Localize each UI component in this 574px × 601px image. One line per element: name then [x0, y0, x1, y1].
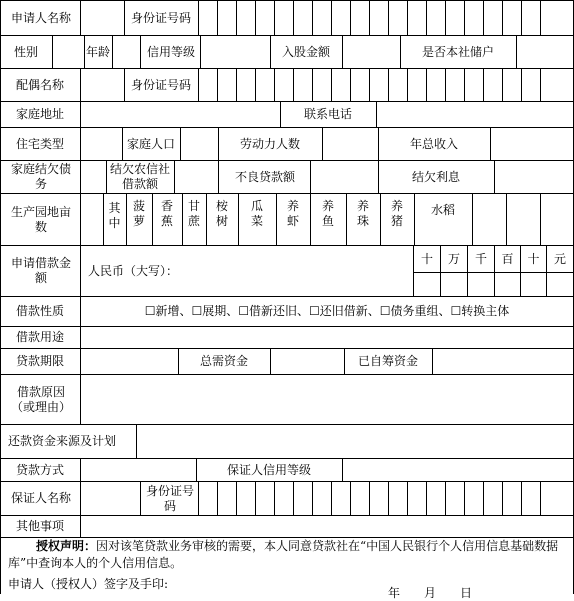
- rule: [198, 481, 199, 515]
- crop-label: 菠萝: [132, 199, 145, 228]
- bad-loan-label: 不良贷款额: [234, 169, 295, 184]
- loan-nature-label: 借款性质: [15, 304, 64, 318]
- rule: [236, 481, 237, 515]
- digit-label: 千: [474, 252, 487, 266]
- rule: [388, 0, 389, 35]
- is-member-label: 是否本社储户: [421, 44, 494, 59]
- rule: [540, 193, 541, 245]
- rule: [182, 193, 183, 245]
- rule: [274, 68, 275, 101]
- rule: [206, 193, 207, 245]
- rule: [350, 68, 351, 101]
- rule: [80, 374, 81, 424]
- declaration-title: 授权声明：: [36, 539, 97, 553]
- rule: [255, 481, 256, 515]
- rule: [472, 193, 473, 245]
- guarantor-name-label: 保证人名称: [10, 491, 71, 505]
- crop-label: 养珠: [356, 199, 369, 228]
- rule: [122, 127, 123, 160]
- rule: [369, 68, 370, 101]
- loan-nature-options[interactable]: ☐新增、☐展期、☐借新还旧、☐还旧借新、☐债务重组、☐转换主体: [144, 304, 510, 318]
- owed-loan-label: 结欠农信社借款额: [109, 162, 170, 191]
- rule: [0, 0, 574, 1]
- rule: [200, 35, 201, 68]
- rule: [0, 374, 574, 375]
- crop-label: 养虾: [286, 199, 299, 228]
- labor-count-label: 劳动力人数: [239, 136, 300, 151]
- rule: [198, 68, 199, 101]
- rule: [293, 0, 294, 35]
- rule: [521, 481, 522, 515]
- rule: [369, 0, 370, 35]
- rule: [255, 68, 256, 101]
- id-number-label: 身份证号码: [130, 10, 191, 25]
- crop-label: 甘蔗: [187, 199, 200, 228]
- annual-income-label: 年总收入: [409, 136, 458, 151]
- rule: [80, 160, 81, 193]
- rule: [445, 481, 446, 515]
- rule: [255, 0, 256, 35]
- rule: [0, 481, 574, 482]
- rule: [540, 0, 541, 35]
- rule: [388, 68, 389, 101]
- rule: [196, 458, 197, 481]
- rule: [270, 35, 271, 68]
- owed-interest-label: 结欠利息: [411, 169, 460, 184]
- rule: [342, 458, 343, 481]
- rule: [407, 0, 408, 35]
- rule: [494, 160, 495, 193]
- rule: [331, 68, 332, 101]
- rule: [445, 68, 446, 101]
- rule: [369, 481, 370, 515]
- other-matters-label: 其他事项: [15, 519, 64, 533]
- rule: [322, 127, 323, 160]
- rule: [346, 193, 347, 245]
- loan-term-label: 贷款期限: [15, 354, 64, 368]
- rule: [464, 481, 465, 515]
- rule: [312, 68, 313, 101]
- land-area-label: 生产园地亩数: [10, 204, 71, 234]
- rule: [516, 35, 517, 68]
- rule: [310, 193, 311, 245]
- rule: [376, 101, 377, 127]
- digit-label: 万: [447, 252, 460, 266]
- rule: [52, 35, 53, 68]
- rule: [464, 0, 465, 35]
- guarantor-id-label: 身份证号码: [146, 483, 195, 513]
- rule: [80, 458, 81, 481]
- digit-label: 元: [553, 252, 566, 266]
- rule: [483, 0, 484, 35]
- rule: [490, 127, 491, 160]
- total-funds-label: 总需资金: [199, 354, 248, 368]
- phone-label: 联系电话: [303, 107, 352, 121]
- address-label: 家庭地址: [15, 107, 64, 121]
- rule: [502, 68, 503, 101]
- rule: [432, 348, 433, 374]
- rule: [80, 101, 81, 127]
- crop-label: 水稻: [430, 202, 455, 217]
- repayment-plan-label: 还款资金来源及计划: [8, 434, 117, 448]
- rule: [445, 0, 446, 35]
- rule: [331, 481, 332, 515]
- rule: [0, 515, 574, 516]
- rule: [344, 348, 345, 374]
- rule: [350, 0, 351, 35]
- rule: [80, 515, 81, 537]
- guarantor-credit-label: 保证人信用等级: [226, 462, 311, 477]
- rule: [0, 0, 1, 594]
- rule: [426, 0, 427, 35]
- rule: [502, 0, 503, 35]
- rule: [218, 160, 219, 193]
- rule: [236, 68, 237, 101]
- rule: [136, 424, 137, 458]
- rule: [540, 481, 541, 515]
- rule: [178, 348, 179, 374]
- rule: [80, 245, 81, 296]
- rule: [407, 481, 408, 515]
- signature-date: 年 月 日: [388, 586, 473, 600]
- crop-label: 养猪: [390, 199, 403, 228]
- rule: [312, 0, 313, 35]
- rule: [414, 193, 415, 245]
- rule: [106, 160, 107, 193]
- rule: [293, 68, 294, 101]
- rule: [80, 348, 81, 374]
- rule: [126, 193, 127, 245]
- rule: [483, 481, 484, 515]
- crop-label: 其中: [108, 201, 121, 230]
- rule: [80, 0, 81, 35]
- rule: [293, 481, 294, 515]
- rule: [270, 348, 271, 374]
- digit-label: 十: [420, 252, 433, 266]
- rule: [80, 296, 81, 348]
- rule: [217, 68, 218, 101]
- rule: [174, 160, 175, 193]
- rule: [218, 127, 219, 160]
- age-label: 年龄: [86, 44, 111, 59]
- loan-method-label: 贷款方式: [15, 462, 64, 477]
- rule: [388, 481, 389, 515]
- rule: [331, 0, 332, 35]
- rule: [84, 35, 85, 68]
- authorization-declaration: [8, 538, 568, 572]
- rule: [80, 481, 81, 515]
- rule: [521, 68, 522, 101]
- crop-label: 香蕉: [160, 199, 173, 228]
- rule: [378, 160, 379, 193]
- rule: [280, 101, 281, 127]
- rule: [464, 68, 465, 101]
- rule: [0, 326, 574, 327]
- self-funds-label: 已自筹资金: [357, 354, 418, 368]
- family-size-label: 家庭人口: [126, 136, 175, 151]
- rule: [112, 35, 113, 68]
- loan-reason-label: 借款原因（或理由）: [10, 384, 71, 414]
- rule: [426, 481, 427, 515]
- rule: [310, 160, 311, 193]
- digit-label: 百: [501, 252, 514, 266]
- rule: [274, 0, 275, 35]
- loan-purpose-label: 借款用途: [15, 330, 64, 344]
- crop-label: 瓜菜: [250, 199, 263, 228]
- rule: [238, 193, 239, 245]
- applicant-name-label: 申请人名称: [10, 10, 71, 25]
- rule: [350, 481, 351, 515]
- rule: [180, 127, 181, 160]
- rule: [198, 0, 199, 35]
- rule: [274, 481, 275, 515]
- rule: [506, 193, 507, 245]
- rule: [378, 127, 379, 160]
- loan-amount-label: 申请借款金额: [10, 256, 71, 285]
- rule: [80, 68, 81, 101]
- rule: [342, 35, 343, 68]
- rule: [124, 0, 125, 35]
- spouse-name-label: 配偶名称: [15, 77, 64, 92]
- rule: [380, 193, 381, 245]
- digit-label: 十: [527, 252, 540, 266]
- rule: [483, 68, 484, 101]
- gender-label: 性别: [13, 44, 38, 59]
- rule: [407, 68, 408, 101]
- spouse-id-label: 身份证号码: [130, 77, 191, 92]
- crop-label: 桉树: [215, 199, 228, 228]
- rmb-uppercase-label: 人民币（大写）：: [88, 263, 179, 278]
- rule: [80, 127, 81, 160]
- rule: [0, 68, 574, 69]
- rule: [276, 193, 277, 245]
- declaration-text: 因对该笔贷款业务审核的需要，本人同意贷款社在“中国人民银行个人信用信息基础数据库”中查询本人的个人信用信息。: [8, 539, 559, 570]
- rule: [312, 481, 313, 515]
- rule: [0, 348, 574, 349]
- share-amount-label: 入股金额: [281, 44, 330, 59]
- rule: [400, 35, 401, 68]
- housing-type-label: 住宅类型: [15, 136, 64, 151]
- family-debt-label: 家庭结欠债务: [10, 162, 71, 191]
- rule: [140, 481, 141, 515]
- rule: [217, 0, 218, 35]
- credit-level-label: 信用等级: [146, 44, 195, 59]
- rule: [426, 68, 427, 101]
- rule: [502, 481, 503, 515]
- rule: [80, 193, 81, 245]
- rule: [124, 68, 125, 101]
- crop-label: 养鱼: [321, 199, 334, 228]
- rule: [140, 35, 141, 68]
- rule: [521, 0, 522, 35]
- rule: [540, 68, 541, 101]
- rule: [152, 193, 153, 245]
- signature-label: 申请人（授权人）签字及手印:: [8, 577, 169, 591]
- rule: [217, 481, 218, 515]
- rule: [236, 0, 237, 35]
